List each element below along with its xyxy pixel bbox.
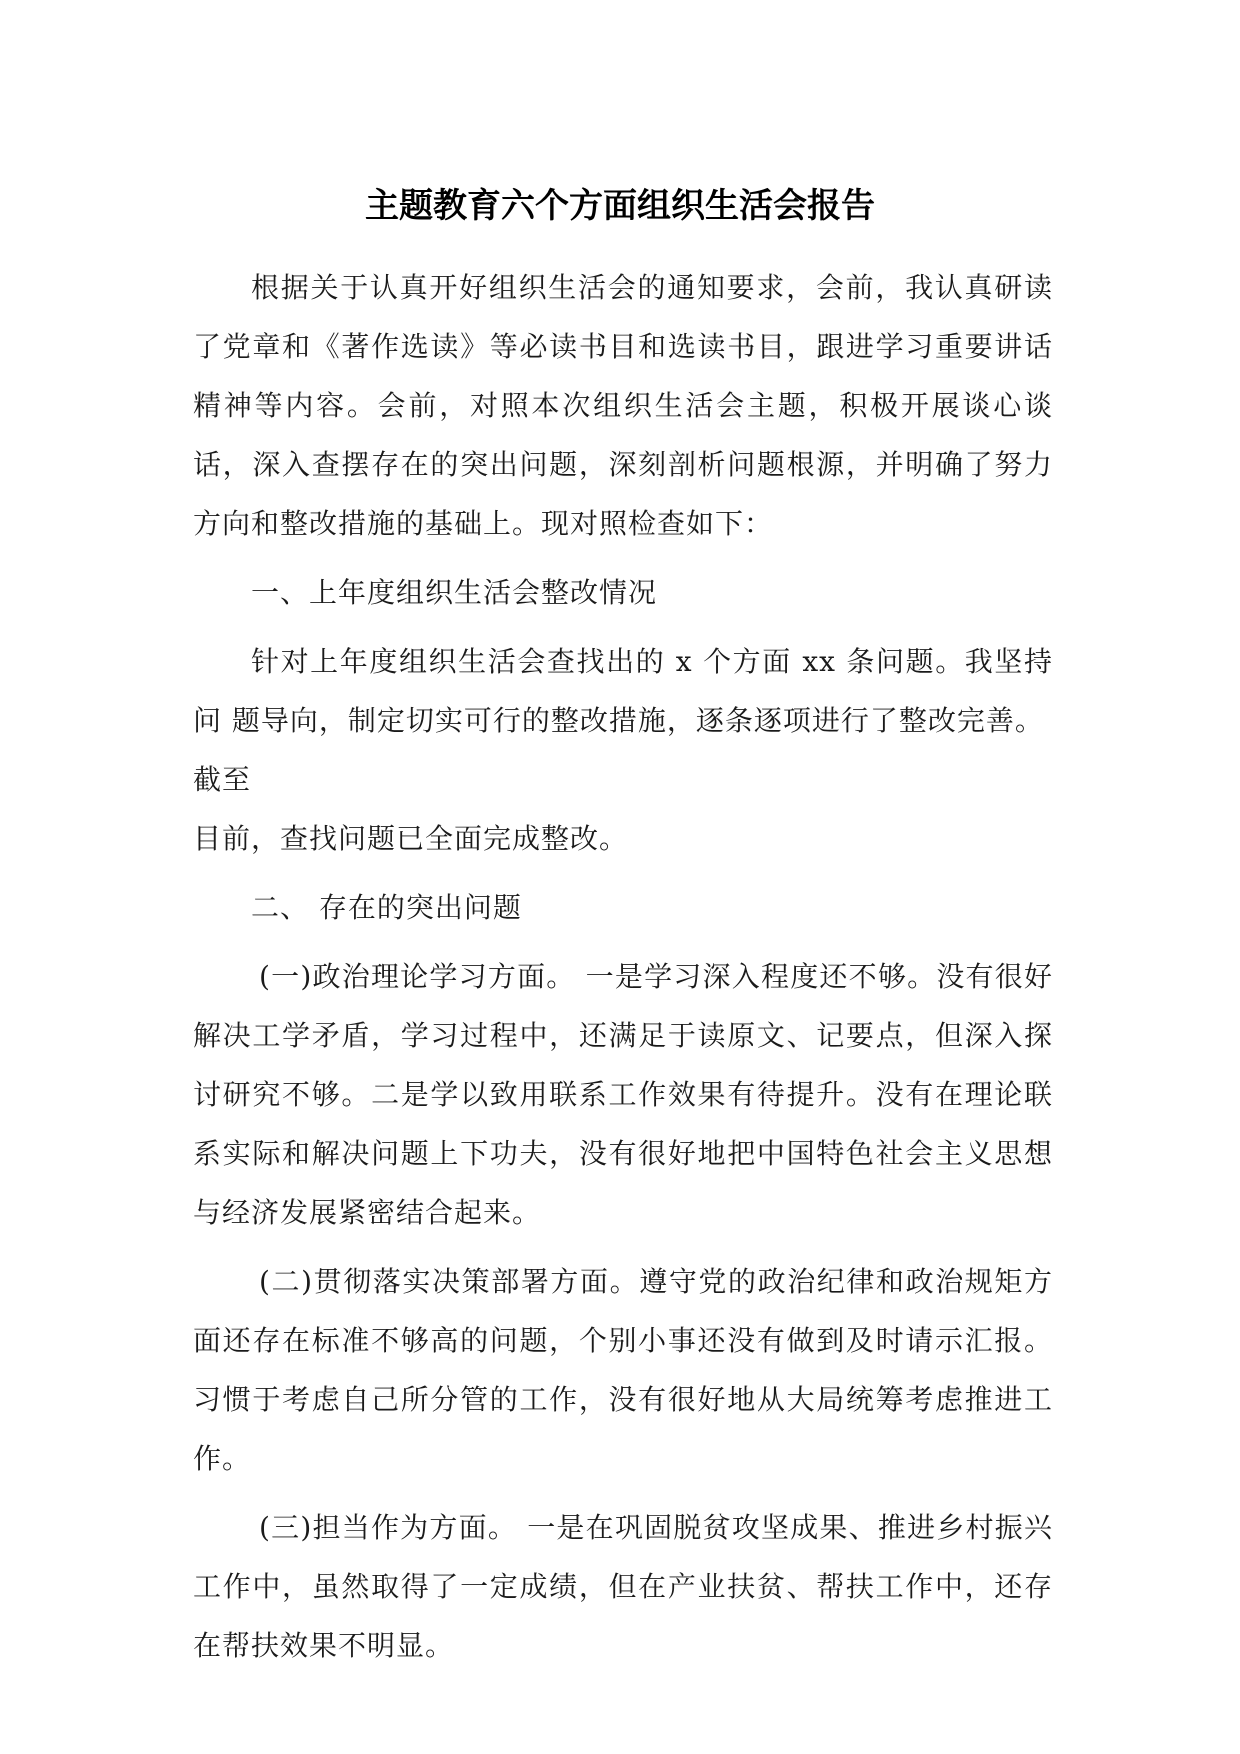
section-1-paragraph-end: 目前，查找问题已全面完成整改。 — [193, 822, 629, 855]
section-1-heading: 一、上年度组织生活会整改情况 — [251, 576, 658, 609]
item-1-paragraph: (一)政治理论学习方面。 一是学习深入程度还不够。没有很好解决工学矛盾，学习过程中，还满足于读原文、记要点，但深入探讨研究不够。二是学以致用联系工作效果有待提升。没有在理论联系实际和解决问题上下功夫，没有很好地把中国特色社会主义思想与经济发展紧密结合起来。 — [193, 960, 1053, 1229]
item-3-paragraph: (三)担当作为方面。 一是在巩固脱贫攻坚成果、推进乡村振兴工作中，虽然取得了一定成绩，但在产业扶贫、帮扶工作中，还存在帮扶效果不明显。 — [193, 1511, 1053, 1662]
document-body — [193, 258, 1053, 1675]
intro-paragraph: 根据关于认真开好组织生活会的通知要求，会前，我认真研读了党章和《著作选读》等必读书目和选读书目，跟进学习重要讲话精神等内容。会前，对照本次组织生活会主题，积极开展谈心谈话，深入查摆存在的突出问题，深刻剖析问题根源，并明确了努力方向和整改措施的基础上。现对照检查如下： — [193, 271, 1053, 540]
section-1-paragraph-continued: 截至 — [193, 763, 252, 796]
document-title: 主题教育六个方面组织生活会报告 — [365, 186, 875, 226]
section-1-paragraph: 针对上年度组织生活会查找出的 x 个方面 xx 条问题。我坚持问 题导向，制定切实可行的整改措施，逐条逐项进行了整改完善。 — [193, 645, 1053, 737]
section-2-heading: 二、 存在的突出问题 — [251, 891, 522, 924]
item-2-paragraph: (二)贯彻落实决策部署方面。遵守党的政治纪律和政治规矩方面还存在标准不够高的问题，个别小事还没有做到及时请示汇报。习惯于考虑自己所分管的工作，没有很好地从大局统筹考虑推进工作。 — [193, 1265, 1053, 1475]
